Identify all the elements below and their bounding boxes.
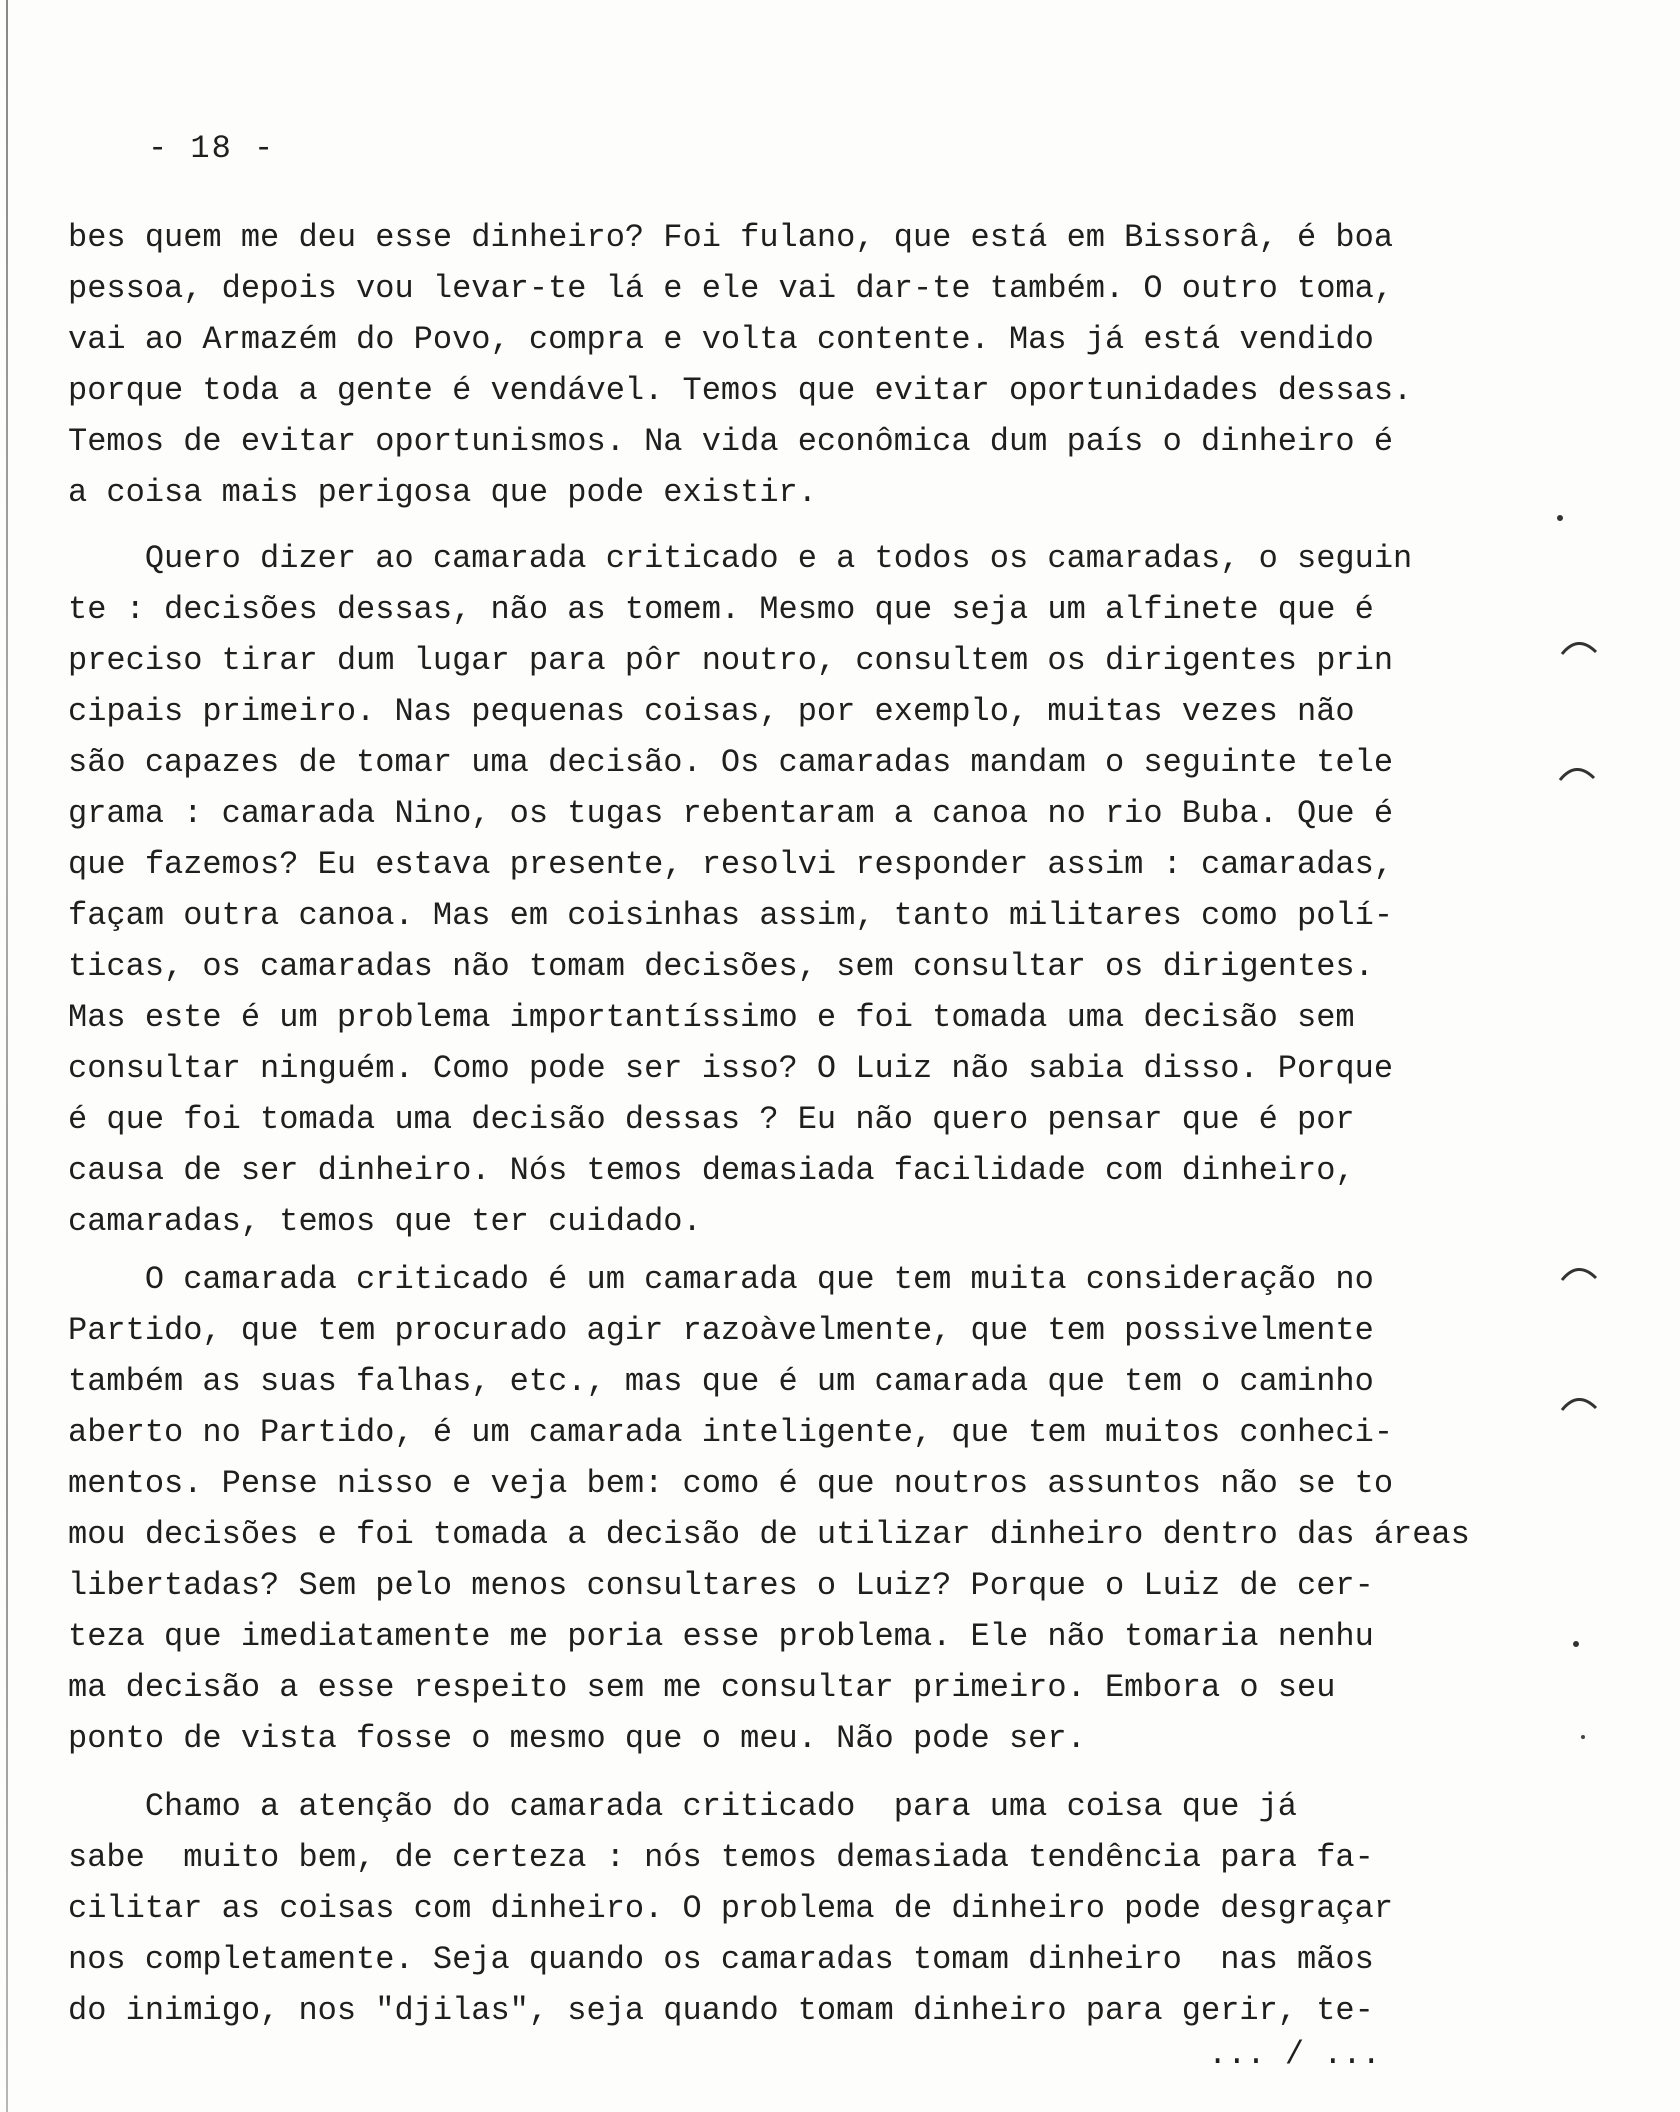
text-line: sabe muito bem, de certeza : nós temos demasiada tendência para fa- (68, 1839, 1374, 1876)
text-line: O camarada criticado é um camarada que tem muita consideração no (68, 1261, 1374, 1298)
binding-hole-mark (1558, 758, 1598, 784)
text-line: ticas, os camaradas não tomam decisões, sem consultar os dirigentes. (68, 948, 1374, 985)
text-line: Chamo a atenção do camarada criticado para uma coisa que já (68, 1788, 1297, 1825)
text-line: teza que imediatamente me poria esse problema. Ele não tomaria nenhu (68, 1618, 1374, 1655)
paragraph-3 (68, 1254, 1470, 1764)
ink-dot (1580, 1734, 1586, 1740)
text-line: causa de ser dinheiro. Nós temos demasiada facilidade com dinheiro, (68, 1152, 1355, 1189)
paragraph-1 (68, 212, 1412, 518)
text-line: nos completamente. Seja quando os camaradas tomam dinheiro nas mãos (68, 1941, 1374, 1978)
text-line: também as suas falhas, etc., mas que é um camarada que tem o caminho (68, 1363, 1374, 1400)
text-line: aberto no Partido, é um camarada inteligente, que tem muitos conheci- (68, 1414, 1394, 1451)
text-line: porque toda a gente é vendável. Temos que evitar oportunidades dessas. (68, 372, 1413, 409)
text-line: Temos de evitar oportunismos. Na vida econômica dum país o dinheiro é (68, 423, 1394, 460)
text-line: pessoa, depois vou levar-te lá e ele vai dar-te também. O outro toma, (68, 270, 1394, 307)
text-line: Quero dizer ao camarada criticado e a todos os camaradas, o seguin (68, 540, 1413, 577)
page-number: - 18 - (148, 130, 276, 167)
text-line: camaradas, temos que ter cuidado. (68, 1203, 702, 1240)
text-line: ma decisão a esse respeito sem me consultar primeiro. Embora o seu (68, 1669, 1336, 1706)
text-line: cilitar as coisas com dinheiro. O problema de dinheiro pode desgraçar (68, 1890, 1394, 1927)
text-line: preciso tirar dum lugar para pôr noutro, consultem os dirigentes prin (68, 642, 1394, 679)
text-line: libertadas? Sem pelo menos consultares o Luiz? Porque o Luiz de cer- (68, 1567, 1374, 1604)
text-line: a coisa mais perigosa que pode existir. (68, 474, 817, 511)
text-line: grama : camarada Nino, os tugas rebentaram a canoa no rio Buba. Que é (68, 795, 1394, 832)
text-line: mou decisões e foi tomada a decisão de utilizar dinheiro dentro das áreas (68, 1516, 1470, 1553)
text-line: te : decisões dessas, não as tomem. Mesmo que seja um alfinete que é (68, 591, 1374, 628)
continuation-mark: ... / ... (1208, 2036, 1381, 2073)
text-line: ponto de vista fosse o mesmo que o meu. Não pode ser. (68, 1720, 1086, 1757)
binding-hole-mark (1560, 1388, 1600, 1414)
paragraph-2 (68, 533, 1412, 1247)
text-line: bes quem me deu esse dinheiro? Foi fulano, que está em Bissorâ, é boa (68, 219, 1394, 256)
ink-dot (1572, 1640, 1580, 1648)
ink-dot (1556, 514, 1564, 522)
text-line: consultar ninguém. Como pode ser isso? O Luiz não sabia disso. Porque (68, 1050, 1394, 1087)
text-line: do inimigo, nos "djilas", seja quando tomam dinheiro para gerir, te- (68, 1992, 1374, 2029)
text-line: Partido, que tem procurado agir razoàvelmente, que tem possivelmente (68, 1312, 1374, 1349)
text-line: cipais primeiro. Nas pequenas coisas, por exemplo, muitas vezes não (68, 693, 1355, 730)
text-line: é que foi tomada uma decisão dessas ? Eu não quero pensar que é por (68, 1101, 1355, 1138)
binding-hole-mark (1560, 632, 1600, 658)
text-line: são capazes de tomar uma decisão. Os camaradas mandam o seguinte tele (68, 744, 1394, 781)
text-line: que fazemos? Eu estava presente, resolvi responder assim : camaradas, (68, 846, 1394, 883)
text-line: façam outra canoa. Mas em coisinhas assim, tanto militares como polí- (68, 897, 1394, 934)
text-line: vai ao Armazém do Povo, compra e volta contente. Mas já está vendido (68, 321, 1374, 358)
text-line: Mas este é um problema importantíssimo e foi tomada uma decisão sem (68, 999, 1355, 1036)
paragraph-4 (68, 1781, 1393, 2036)
text-line: mentos. Pense nisso e veja bem: como é que noutros assuntos não se to (68, 1465, 1394, 1502)
binding-hole-mark (1560, 1258, 1600, 1284)
page-edge (6, 0, 8, 2112)
